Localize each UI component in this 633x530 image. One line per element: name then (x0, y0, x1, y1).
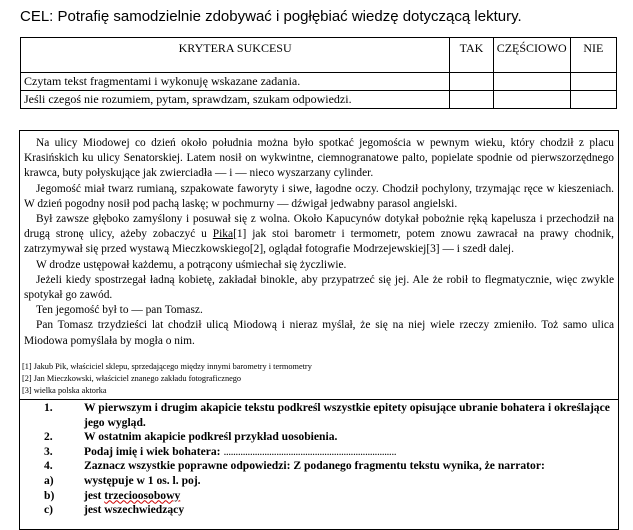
criteria-header: KRYTERA SUKCESU (21, 38, 450, 73)
passage-text: Był zawsze głęboko zamyślony i posuwał się z wolna. Około Kapucynów dotykał pobożnie ręką kapelusza i przechodził na drugą stronę ulicy, ażeby zobaczyć u (24, 213, 614, 241)
passage-text: [1] jak stoi barometr i termometr, potem znowu zawracał na prawy chodnik, zatrzymywał się przed wystawą Mieczkowskiego[2], oglądał fotografie Modrzejewskiej[3] — i szedł dalej. (24, 228, 615, 256)
task-number: 1. (44, 401, 53, 414)
criteria-row (21, 73, 617, 91)
option-letter: a) (44, 473, 54, 487)
task-item (44, 459, 614, 474)
footnote: [2] Jan Mieczkowski, właściciel znanego zakładu fotograficznego (22, 374, 242, 383)
task-text: Podaj imię i wiek bohatera: (84, 444, 224, 458)
footnote: [3] wielka polska aktorka (22, 386, 107, 395)
no-cell[interactable] (570, 73, 616, 91)
criteria-text: Czytam tekst fragmentami i wykonuję wskazane zadania. (21, 73, 450, 91)
reading-passage (20, 136, 618, 349)
footnote-link[interactable]: Pika (212, 228, 234, 241)
passage-paragraph: W drodze ustępował każdemu, a potrącony uśmiechał się życzliwie. (36, 258, 347, 271)
task-text: Zaznacz wszystkie poprawne odpowiedzi: Z podanego fragmentu tekstu wynika, że narrator: (84, 459, 545, 473)
task-number: 3. (44, 444, 53, 458)
footnote: [1] Jakub Pik, właściciel sklepu, sprzedającego między innymi barometry i termometry (22, 362, 312, 371)
task-item (44, 445, 614, 460)
footnotes (22, 361, 312, 397)
criteria-text: Jeśli czegoś nie rozumiem, pytam, sprawdzam, szukam odpowiedzi. (21, 91, 450, 109)
option-text: występuje w 1 os. l. poj. (84, 473, 201, 487)
option-text: trzecioosobowy (104, 488, 181, 502)
divider (20, 399, 618, 400)
passage-paragraph: Jeżeli kiedy spostrzegał ładną kobietę, zakładał binokle, aby przypatrzeć się jej. Ale że robił to flegmatycznie, więc zwykle spotykał go zawód. (24, 273, 614, 302)
yes-cell[interactable] (450, 73, 494, 91)
task-item (44, 430, 614, 445)
passage-paragraph: Jegomość miał twarz rumianą, szpakowate faworyty i siwe, łagodne oczy. Chodził pochylony, trzymając ręce w kieszeniach. W dzień pogodny nosił pod pachą laskę; w pochmurny — dźwigał jedwabny parasol angielski. (24, 182, 614, 210)
yes-header: TAK (450, 38, 494, 73)
option-prefix: jest (84, 503, 105, 517)
partially-cell[interactable] (493, 73, 570, 91)
task-list (44, 401, 614, 518)
reading-panel (19, 130, 619, 530)
lesson-goal-heading: CEL: Potrafię samodzielnie zdobywać i pogłębiać wiedzę dotyczącą lektury. (20, 8, 522, 25)
option-letter: c) (44, 503, 54, 517)
option-prefix: jest (84, 488, 105, 502)
answer-option[interactable] (44, 503, 614, 518)
answer-option[interactable] (44, 489, 614, 504)
partially-cell[interactable] (493, 91, 570, 109)
option-letter: b) (44, 488, 55, 502)
passage-paragraph: Pan Tomasz trzydzieści lat chodził ulicą Miodową i nieraz myślał, że się na niej wiele rzeczy zmieniło. Toż samo ulica Miodowa pomyślała by mogła o nim. (24, 319, 614, 347)
passage-paragraph: Na ulicy Miodowej co dzień około południa można było spotkać jegomościa w pewnym wieku, który chodził z placu Krasińskich ku ulicy Senatorskiej. Latem nosił on wykwintne, ciemnogranatowe palto, popielate spodnie od pierwszorzędnego krawca, buty połyskujące jak zwierciadła — i — nieco wyszarzany cylinder. (24, 137, 614, 180)
option-text: wszechwiedzący (104, 503, 185, 517)
no-cell[interactable] (570, 91, 616, 109)
passage-paragraph: Ten jegomość był to — pan Tomasz. (36, 304, 203, 317)
criteria-header-row (21, 38, 617, 73)
task-item (44, 401, 614, 430)
success-criteria-table (20, 37, 617, 109)
task-text: W ostatnim akapicie podkreśl przykład uosobienia. (84, 430, 338, 444)
no-header: NIE (570, 38, 616, 73)
task-text: W pierwszym i drugim akapicie tekstu podkreśl wszystkie epitety opisujące ubranie bohatera i określające jego wygląd. (84, 401, 610, 429)
yes-cell[interactable] (450, 91, 494, 109)
answer-option[interactable] (44, 474, 614, 489)
passage-paragraph (24, 212, 614, 258)
task-number: 2. (44, 430, 53, 444)
criteria-row (21, 91, 617, 109)
task-number: 4. (44, 459, 53, 473)
answer-line[interactable]: ........................................................................ (223, 444, 397, 458)
partially-header: CZĘŚCIOWO (493, 38, 570, 73)
